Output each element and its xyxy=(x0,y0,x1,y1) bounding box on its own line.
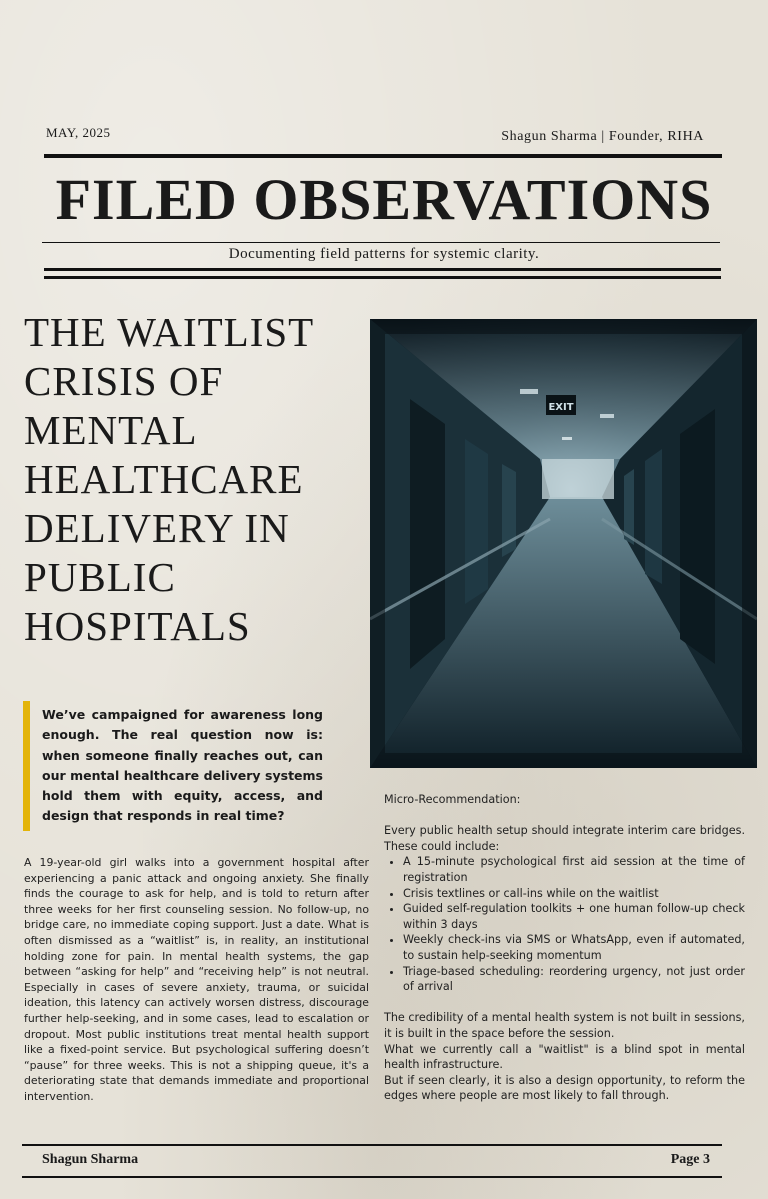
footer-top-rule xyxy=(22,1144,722,1146)
masthead-tagline: Documenting field patterns for systemic clarity. xyxy=(228,246,540,262)
tagline-bottom-rule-2 xyxy=(44,276,721,279)
masthead-top-rule xyxy=(44,154,722,158)
recommendation-intro: Every public health setup should integrate interim care bridges. These could include: xyxy=(384,824,745,853)
list-item: • Triage-based scheduling: reordering urgency, not just order of arrival xyxy=(403,964,745,995)
tagline-bottom-rule-1 xyxy=(44,268,721,271)
list-item: • A 15-minute psychological first aid session at the time of registration xyxy=(403,854,745,885)
page-number: Page 3 xyxy=(670,1152,710,1167)
footer-author: Shagun Sharma xyxy=(42,1152,139,1167)
article-body: A 19-year-old girl walks into a government hospital after experiencing a panic attack and ongoing anxiety. She finally finds the courage to ask for help, and is told to return after three weeks for her first counseling session. No follow-up, no bridge care, no immediate coping support. Just a date. What is often dismissed as a “waitlist” is, in reality, an institutional holding zone for pain. In mental health systems, the gap between “asking for help” and “receiving help” is not neutral. Especially in cases of severe anxiety, trauma, or suicidal ideation, this latency can actively worsen distress, discourage further help-seeking, and in some cases, lead to escalation or dropout. Most public institutions treat mental health support like a fixed-point service. But psychological suffering doesn’t “pause” for three weeks. This is not a shipping queue, it's a deteriorating state that demands immediate and proportional intervention. xyxy=(24,856,369,1103)
recommendation-heading: Micro-Recommendation: xyxy=(384,793,521,806)
closing-paragraph: But if seen clearly, it is also a design opportunity, to reform the edges where people are most likely to fall through. xyxy=(384,1073,745,1103)
tagline-top-rule xyxy=(42,242,720,243)
svg-text:EXIT: EXIT xyxy=(548,402,574,413)
list-item: • Weekly check-ins via SMS or WhatsApp, even if automated, to sustain help-seeking momentum xyxy=(403,932,745,963)
closing-paragraph: What we currently call a "waitlist" is a blind spot in mental health infrastructure. xyxy=(384,1042,745,1072)
list-item: • Guided self-regulation toolkits + one human follow-up check within 3 days xyxy=(403,901,745,932)
recommendation-list xyxy=(384,854,745,994)
recommendation-column xyxy=(384,792,745,1104)
pull-quote-accent-bar xyxy=(23,701,30,831)
footer-bottom-rule xyxy=(22,1176,722,1178)
masthead-title: FILED OBSERVATIONS xyxy=(55,167,713,232)
list-item: • Crisis textlines or call-ins while on the waitlist xyxy=(403,886,745,902)
issue-date: MAY, 2025 xyxy=(46,125,111,140)
hospital-corridor-image xyxy=(370,319,757,768)
closing-paragraph: The credibility of a mental health system is not built in sessions, it is built in the space before the session. xyxy=(384,1011,745,1040)
pull-quote: We’ve campaigned for awareness long enough. The real question now is: when someone finally reaches out, can our mental healthcare delivery systems hold them with equity, access, and design that responds in real time? xyxy=(42,707,323,824)
article-headline: THE WAITLIST CRISIS OF MENTAL HEALTHCARE DELIVERY IN PUBLIC HOSPITALS xyxy=(24,309,314,649)
author-byline: Shagun Sharma | Founder, RIHA xyxy=(501,129,704,144)
